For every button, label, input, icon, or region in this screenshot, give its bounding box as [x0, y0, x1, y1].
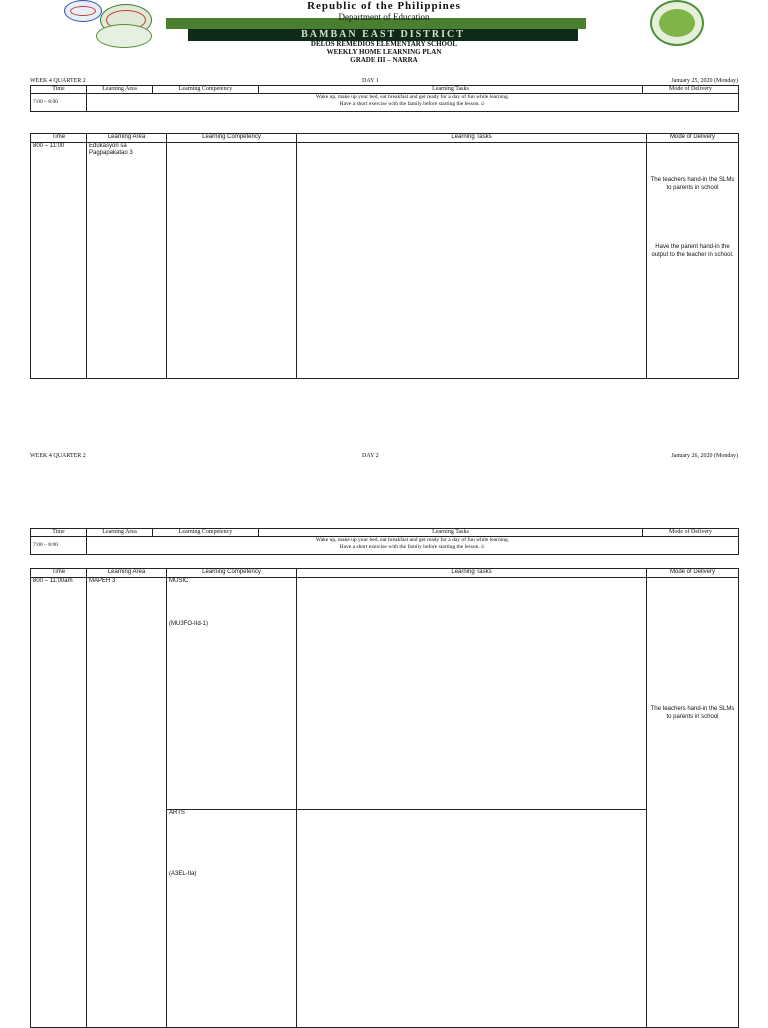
col-time: Time	[31, 529, 87, 537]
col-competency: Learning Competency	[153, 86, 259, 94]
col-area: Learning Area	[87, 569, 167, 578]
schedule-row	[31, 537, 739, 555]
schedule-line-1: Wake up, make up your bed, eat breakfast and get ready for a day of fun while learning.	[315, 94, 510, 100]
letterhead	[0, 0, 768, 64]
row-time: 800 – 11:00am	[31, 578, 87, 1028]
schedule-time: 7:00 – 8:00	[31, 537, 87, 555]
schedule-text	[87, 94, 739, 112]
arts-title: ARTS	[169, 810, 185, 816]
music-competency	[167, 578, 297, 810]
mode-handout: The teachers hand-in the SLMs to parents in school	[650, 177, 735, 191]
date-label: January 25, 2020 (Monday)	[671, 78, 738, 84]
col-competency: Learning Competency	[153, 529, 259, 537]
col-mode: Mode of Delivery	[647, 134, 739, 143]
week-label: WEEK 4 QUARTER 2	[30, 453, 86, 459]
day1-lesson-table	[30, 133, 739, 379]
week-label: WEEK 4 QUARTER 2	[30, 78, 86, 84]
col-time: Time	[31, 86, 87, 94]
day2-schedule-table	[30, 528, 739, 555]
mode-handin: Have the parent hand-in the output to the teacher in school.	[651, 244, 734, 258]
col-mode: Mode of Delivery	[647, 569, 739, 578]
col-mode: Mode of Delivery	[643, 529, 739, 537]
col-mode: Mode of Delivery	[643, 86, 739, 94]
schedule-text	[87, 537, 739, 555]
arts-tasks	[297, 810, 647, 1028]
schedule-line-2: Have a short exercise with the family before starting the lesson.☺	[339, 543, 486, 550]
day-label: DAY 2	[362, 453, 379, 459]
school-name: DELOS REMEDIOS ELEMENTARY SCHOOL	[310, 40, 458, 48]
col-time: Time	[31, 134, 87, 143]
row-area: Edukasyon sa Pagpapakatao 3	[87, 143, 167, 379]
row-time: 800 – 11:00	[31, 143, 87, 379]
arts-competency	[167, 810, 297, 1028]
department-line: Department of Education	[338, 12, 430, 22]
school-title-block	[0, 40, 768, 64]
music-code: (MU3FO-IId-1)	[169, 621, 208, 627]
schedule-row	[31, 94, 739, 112]
row-mode	[647, 143, 739, 379]
table-row	[31, 578, 739, 810]
mode-handout: The teachers hand-in the SLMs to parents in school	[650, 706, 735, 720]
schedule-line-2: Have a short exercise with the family before starting the lesson.☺	[339, 100, 486, 107]
day2-lesson-table	[30, 568, 739, 1028]
day-label: DAY 1	[362, 78, 379, 84]
col-area: Learning Area	[87, 529, 153, 537]
col-time: Time	[31, 569, 87, 578]
col-tasks: Learning Tasks	[297, 134, 647, 143]
col-area: Learning Area	[87, 134, 167, 143]
plan-title: WEEKLY HOME LEARNING PLAN	[326, 48, 442, 56]
date-label: January 26, 2020 (Monday)	[671, 453, 738, 459]
music-tasks	[297, 578, 647, 810]
grade-section: GRADE III – NARRA	[350, 56, 418, 64]
col-tasks: Learning Tasks	[297, 569, 647, 578]
day1-schedule-table	[30, 85, 739, 112]
row-mode	[647, 578, 739, 1028]
day2-meta	[30, 453, 738, 463]
arts-code: (A3EL-IIa)	[169, 871, 197, 877]
row-competency	[167, 143, 297, 379]
table-header-row	[31, 86, 739, 94]
col-area: Learning Area	[87, 86, 153, 94]
schedule-line-1: Wake up, make up your bed, eat breakfast and get ready for a day of fun while learning.	[315, 537, 510, 543]
table-header-row	[31, 569, 739, 578]
col-tasks: Learning Tasks	[259, 86, 643, 94]
district-band: BAMBAN EAST DISTRICT	[188, 29, 578, 41]
col-competency: Learning Competency	[167, 134, 297, 143]
table-header-row	[31, 134, 739, 143]
row-area: MAPEH 3	[87, 578, 167, 1028]
schedule-time: 7:00 – 8:00	[31, 94, 87, 112]
col-tasks: Learning Tasks	[259, 529, 643, 537]
row-tasks	[297, 143, 647, 379]
table-row	[31, 143, 739, 379]
republic-line: Republic of the Philippines	[307, 0, 461, 12]
music-title: MUSIC	[169, 578, 189, 584]
table-header-row	[31, 529, 739, 537]
col-competency: Learning Competency	[167, 569, 297, 578]
